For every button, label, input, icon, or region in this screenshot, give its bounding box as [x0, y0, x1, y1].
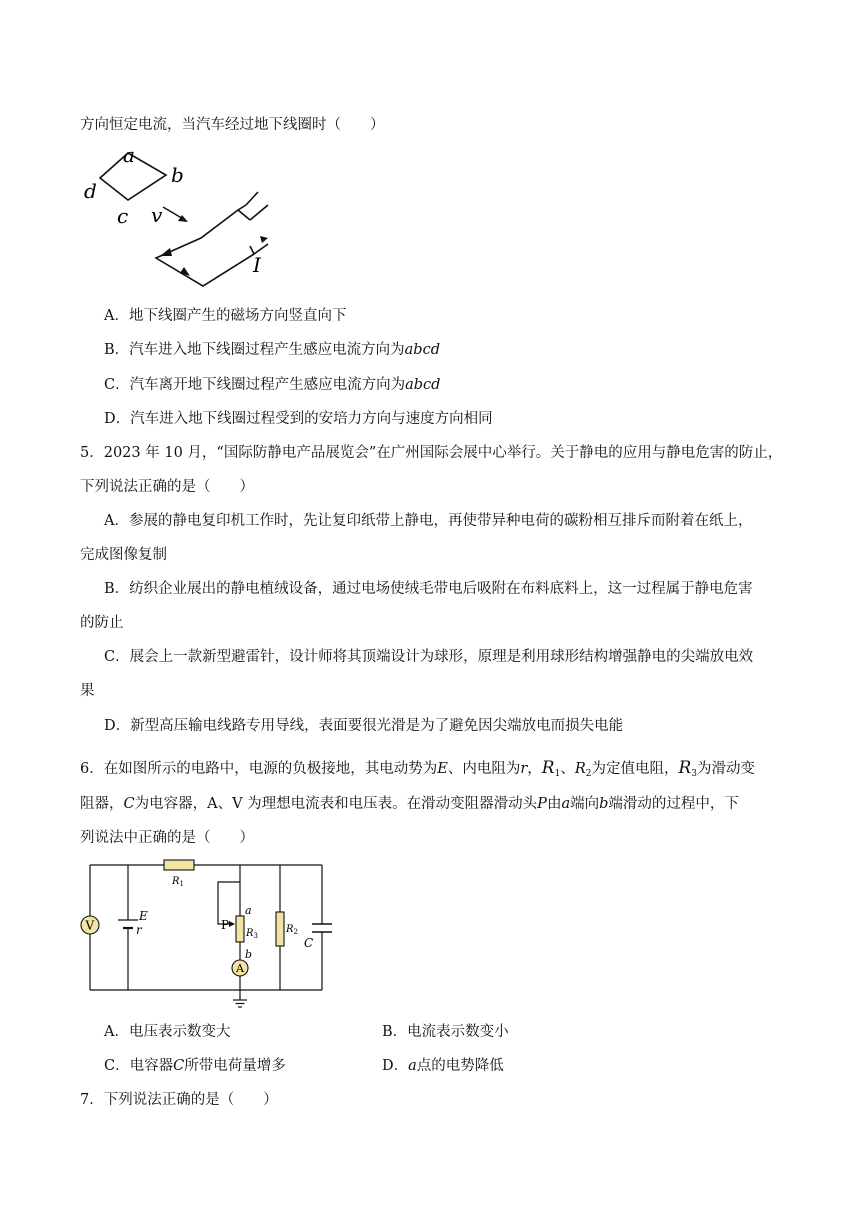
q6-stem-line3: 列说法中正确的是（ ）: [80, 830, 254, 846]
q4-option-c: C．汽车离开地下线圈过程产生感应电流方向为abcd: [104, 377, 441, 393]
q5-option-b-line1: B．纺织企业展出的静电植绒设备，通过电场使绒毛带电后吸附在布料底料上，这一过程属于静电危害: [104, 581, 753, 597]
q6-option-c: C．电容器C所带电荷量增多: [104, 1058, 286, 1074]
q4-option-d: D．汽车进入地下线圈过程受到的安培力方向与速度方向相同: [104, 411, 493, 427]
svg-text:b: b: [245, 948, 253, 961]
q7-stem: 7．下列说法正确的是（ ）: [80, 1092, 278, 1108]
svg-text:V: V: [85, 918, 95, 933]
label-a: a: [123, 143, 135, 167]
q5-option-b-line2: 的防止: [80, 615, 124, 631]
label-c: c: [117, 204, 129, 228]
svg-text:P: P: [221, 918, 230, 932]
svg-text:R1: $R_1$: [172, 876, 184, 888]
svg-text:A: A: [236, 962, 244, 975]
svg-text:C: C: [304, 936, 314, 950]
label-v: v: [151, 203, 163, 227]
q4-option-b: B．汽车进入地下线圈过程产生感应电流方向为abcd: [104, 342, 440, 358]
q6-option-d: D．a点的电势降低: [382, 1058, 504, 1074]
q6-stem-line2: 阻器，C为电容器，A、V 为理想电流表和电压表。在滑动变阻器滑动头P由a端向b端滑动的过程中，下: [80, 796, 739, 812]
q5-option-a-line2: 完成图像复制: [80, 547, 167, 563]
q5-stem-line2: 下列说法正确的是（ ）: [80, 479, 254, 495]
q5-stem-line1: 5．2023 年 10 月，“国际防静电产品展览会”在广州国际会展中心举行。关于静电的应用与静电危害的防止，: [80, 445, 783, 461]
svg-text:a: a: [245, 904, 252, 917]
q5-option-c-line2: 果: [80, 683, 95, 699]
q4-option-a: A．地下线圈产生的磁场方向竖直向下: [104, 308, 347, 324]
svg-text:R3: $R_3$: [246, 928, 258, 940]
svg-text:R2: $R_2$: [286, 924, 298, 936]
circuit-diagram: [76, 852, 336, 1012]
label-b: b: [171, 163, 184, 187]
q5-option-a-line1: A．参展的静电复印机工作时，先让复印纸带上静电，再使带异种电荷的碳粉相互排斥而附着在纸上，: [104, 513, 753, 529]
q6-option-b: B．电流表示数变小: [382, 1024, 509, 1040]
q6-stem-line1: 6．在如图所示的电路中，电源的负极接地，其电动势为E、内电阻为r，$R_1$、$R_2$为定值电阻，$R_3$为滑动变: [80, 758, 756, 779]
q5-option-c-line1: C．展会上一款新型避雷针，设计师将其顶端设计为球形，原理是利用球形结构增强静电的尖端放电效: [104, 649, 754, 665]
q6-option-a: A．电压表示数变大: [104, 1024, 231, 1040]
svg-text:E: E: [139, 909, 148, 923]
label-I: I: [253, 253, 261, 277]
q4-stem-tail: 方向恒定电流，当汽车经过地下线圈时（ ）: [80, 117, 385, 133]
label-d: d: [84, 179, 97, 203]
induction-loop-figure: [78, 140, 288, 290]
q5-option-d: D．新型高压输电线路专用导线，表面要很光滑是为了避免因尖端放电而损失电能: [104, 718, 624, 734]
svg-text:r: r: [136, 923, 142, 937]
